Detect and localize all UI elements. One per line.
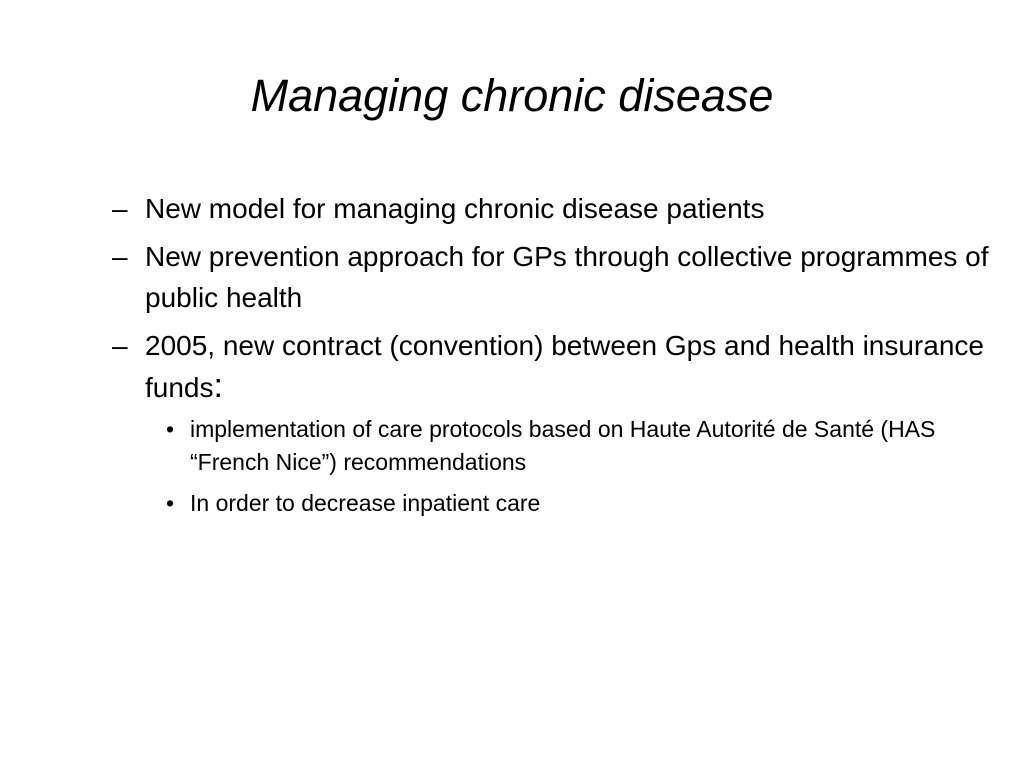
bullet-marker: •	[166, 490, 175, 516]
bullet-item	[112, 236, 992, 318]
bullet-item	[112, 325, 992, 408]
sub-bullet-text: In order to decrease inpatient care	[190, 490, 541, 516]
bullet-text: 2005, new contract (convention) between Gps and health insurance funds	[145, 330, 984, 403]
bullet-item	[112, 188, 992, 229]
sub-bullet-item	[166, 413, 950, 479]
bullet-text: New model for managing chronic disease patients	[145, 193, 765, 224]
slide-title: Managing chronic disease	[250, 70, 774, 121]
sub-bullet-item	[166, 487, 950, 520]
sub-bullet-list	[166, 413, 992, 520]
bullet-colon: :	[213, 367, 223, 405]
dash-marker: –	[112, 193, 128, 224]
bullet-marker: •	[166, 416, 175, 442]
bullet-text: New prevention approach for GPs through collective programmes of public health	[145, 241, 989, 313]
sub-bullet-text: implementation of care protocols based on Haute Autorité de Santé (HAS “French Nice”) recommendations	[190, 416, 936, 475]
dash-marker: –	[112, 330, 128, 361]
dash-marker: –	[112, 241, 128, 272]
slide-body	[112, 188, 992, 528]
